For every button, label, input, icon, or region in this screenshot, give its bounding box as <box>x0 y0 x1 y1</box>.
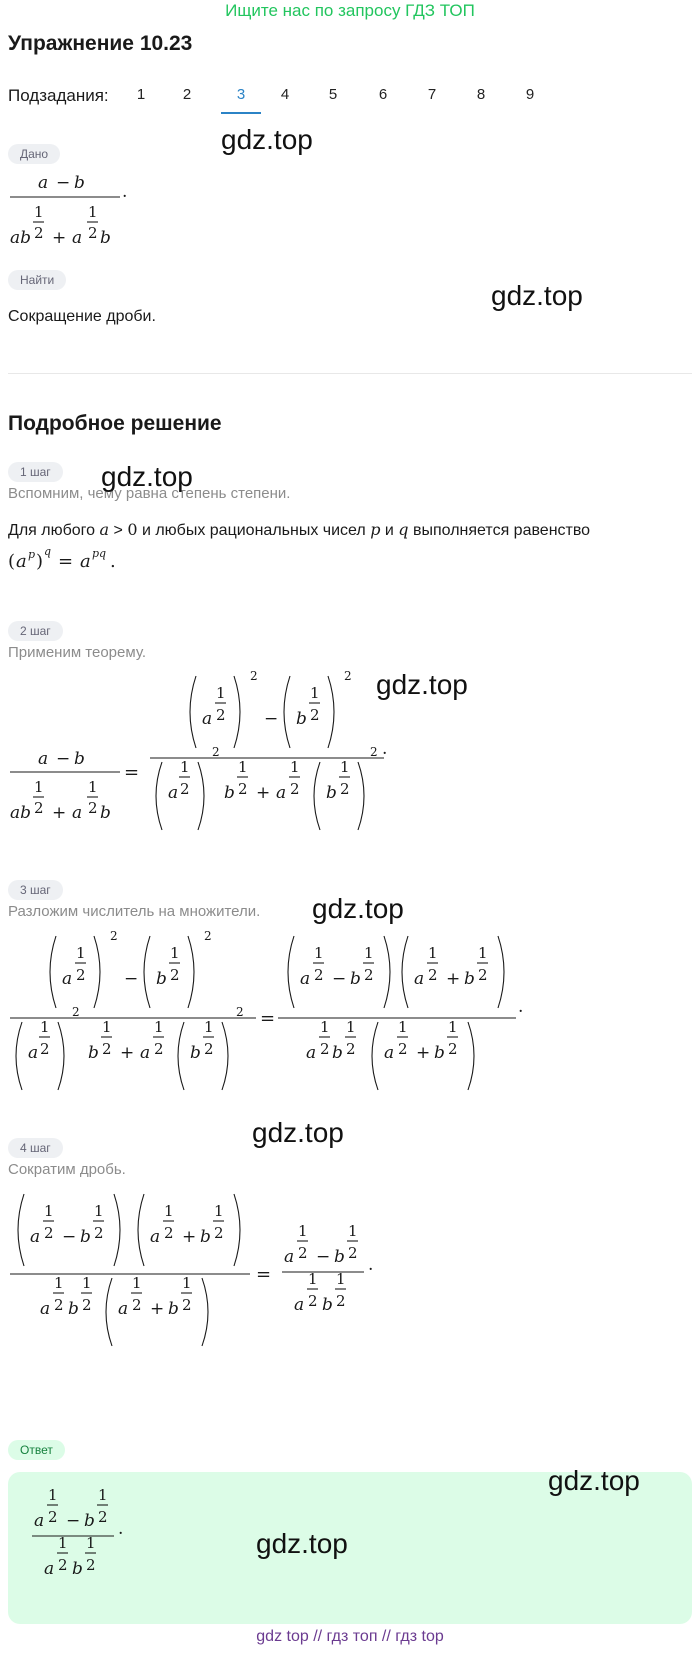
svg-text:1: 1 <box>310 684 320 702</box>
svg-text:2: 2 <box>340 780 350 798</box>
svg-text:2: 2 <box>86 1556 96 1574</box>
svg-text:−: − <box>66 1511 81 1531</box>
svg-text:2: 2 <box>44 1224 54 1242</box>
svg-text:a: a <box>300 969 311 989</box>
svg-text:−: − <box>56 749 71 769</box>
svg-text:b: b <box>334 1247 345 1267</box>
svg-text:.: . <box>118 1519 124 1539</box>
svg-text:p: p <box>28 548 36 561</box>
watermark: gdz.top <box>376 669 468 700</box>
svg-text:2: 2 <box>212 745 220 759</box>
svg-text:2: 2 <box>132 1296 142 1314</box>
subtasks-label: Подзадания: <box>8 86 109 105</box>
svg-text:2: 2 <box>88 799 98 817</box>
svg-text:1: 1 <box>48 1486 58 1504</box>
tab-subtask-4[interactable]: 4 <box>280 86 290 103</box>
page-title: Упражнение 10.23 <box>8 32 193 55</box>
svg-text:+: + <box>150 1299 165 1319</box>
svg-text:a: a <box>140 1043 151 1063</box>
svg-text:2: 2 <box>290 780 300 798</box>
svg-text:2: 2 <box>88 224 98 242</box>
tab-subtask-9[interactable]: 9 <box>525 86 535 103</box>
svg-text:a: a <box>38 749 49 769</box>
svg-text:2: 2 <box>94 1224 104 1242</box>
watermark: gdz.top <box>252 1117 344 1148</box>
svg-text:1: 1 <box>298 1222 308 1240</box>
svg-text:b: b <box>190 1043 201 1063</box>
svg-text:2: 2 <box>98 1508 108 1526</box>
svg-text:1: 1 <box>340 758 350 776</box>
svg-text:a: a <box>150 1227 161 1247</box>
svg-text:2: 2 <box>238 780 248 798</box>
svg-text:a: a <box>306 1043 317 1063</box>
svg-text:a: a <box>30 1227 41 1247</box>
svg-text:a: a <box>40 1299 51 1319</box>
svg-text:1: 1 <box>290 758 300 776</box>
svg-text:b: b <box>350 969 361 989</box>
svg-text:.: . <box>382 739 388 759</box>
svg-text:a: a <box>72 228 83 248</box>
svg-text:+: + <box>52 803 67 823</box>
svg-text:1: 1 <box>214 1202 224 1220</box>
svg-text:=: = <box>124 762 140 783</box>
svg-text:1: 1 <box>34 203 44 221</box>
svg-text:2: 2 <box>72 1005 80 1019</box>
svg-text:2: 2 <box>308 1292 318 1310</box>
svg-text:1: 1 <box>320 1018 330 1036</box>
svg-text:2: 2 <box>478 966 488 984</box>
step-3-chip: 3 шаг <box>8 880 63 900</box>
tab-subtask-3[interactable]: 3 <box>236 86 246 103</box>
tab-subtask-8[interactable]: 8 <box>476 86 486 103</box>
svg-text:): ) <box>36 551 44 572</box>
step-1-hint: Вспомним, чему равна степень степени. <box>8 485 291 502</box>
svg-text:b: b <box>68 1299 79 1319</box>
svg-text:2: 2 <box>216 706 226 724</box>
svg-text:1: 1 <box>182 1274 192 1292</box>
answer-chip: Ответ <box>8 1440 65 1460</box>
svg-text:2: 2 <box>182 1296 192 1314</box>
step-4-hint: Сократим дробь. <box>8 1161 126 1178</box>
svg-text:2: 2 <box>250 669 258 683</box>
svg-text:.: . <box>122 182 128 202</box>
step-4-chip: 4 шаг <box>8 1138 63 1158</box>
find-chip: Найти <box>8 270 66 290</box>
svg-text:1: 1 <box>364 944 374 962</box>
active-tab-indicator <box>221 112 261 114</box>
svg-text:(: ( <box>8 551 16 572</box>
step-2-hint: Применим теорему. <box>8 644 147 661</box>
svg-text:b: b <box>74 749 85 769</box>
tab-subtask-5[interactable]: 5 <box>328 86 338 103</box>
step-1-formula <box>8 543 148 577</box>
svg-text:b: b <box>74 173 85 193</box>
svg-text:a: a <box>202 709 213 729</box>
svg-text:a: a <box>72 803 83 823</box>
find-text: Сокращение дроби. <box>8 308 156 325</box>
promo-banner[interactable]: Ищите нас по запросу ГДЗ ТОП <box>225 1 475 20</box>
step-1-text: Для любого a > 0 и любых рациональных чисел p и q выполняется равенство <box>8 520 591 539</box>
svg-text:.: . <box>368 1255 374 1275</box>
svg-text:b: b <box>434 1043 445 1063</box>
svg-text:b: b <box>200 1227 211 1247</box>
svg-text:b: b <box>168 1299 179 1319</box>
svg-text:=: = <box>260 1008 276 1029</box>
svg-text:2: 2 <box>82 1296 92 1314</box>
svg-text:1: 1 <box>44 1202 54 1220</box>
svg-text:a: a <box>38 173 49 193</box>
svg-text:2: 2 <box>320 1040 330 1058</box>
svg-text:1: 1 <box>54 1274 64 1292</box>
svg-text:=: = <box>256 1264 272 1285</box>
svg-text:1: 1 <box>348 1222 358 1240</box>
svg-text:a: a <box>276 783 287 803</box>
svg-text:b: b <box>72 1559 83 1579</box>
svg-text:a: a <box>118 1299 129 1319</box>
watermark: gdz.top <box>548 1465 640 1496</box>
svg-text:1: 1 <box>86 1534 96 1552</box>
svg-text:−: − <box>124 969 139 989</box>
svg-text:b: b <box>326 783 337 803</box>
watermark: gdz.top <box>256 1528 348 1559</box>
svg-text:a: a <box>384 1043 395 1063</box>
svg-text:.: . <box>518 997 524 1017</box>
svg-text:a: a <box>80 551 91 572</box>
svg-text:2: 2 <box>204 929 212 943</box>
svg-text:a: a <box>44 1559 55 1579</box>
svg-text:1: 1 <box>98 1486 108 1504</box>
step-2-chip: 2 шаг <box>8 621 63 641</box>
step-4-formula <box>8 1186 408 1356</box>
watermark: gdz.top <box>221 124 313 155</box>
svg-text:a: a <box>168 783 179 803</box>
footer-links[interactable]: gdz top // гдз топ // гдз top <box>256 1628 444 1645</box>
svg-text:2: 2 <box>314 966 324 984</box>
svg-text:ab: ab <box>10 228 32 248</box>
section-divider <box>8 373 692 374</box>
tab-subtask-1[interactable]: 1 <box>136 86 146 103</box>
svg-text:−: − <box>62 1227 77 1247</box>
svg-text:a: a <box>16 551 27 572</box>
svg-text:2: 2 <box>102 1040 112 1058</box>
svg-text:+: + <box>256 783 271 803</box>
tab-subtask-2[interactable]: 2 <box>182 86 192 103</box>
svg-text:1: 1 <box>238 758 248 776</box>
step-2-formula <box>8 668 408 848</box>
svg-text:+: + <box>120 1043 135 1063</box>
svg-text:b: b <box>84 1511 95 1531</box>
svg-text:1: 1 <box>34 778 44 796</box>
svg-text:2: 2 <box>346 1040 356 1058</box>
svg-text:2: 2 <box>370 745 378 759</box>
svg-text:2: 2 <box>236 1005 244 1019</box>
svg-text:1: 1 <box>346 1018 356 1036</box>
svg-text:2: 2 <box>344 669 352 683</box>
svg-text:1: 1 <box>204 1018 214 1036</box>
svg-text:1: 1 <box>336 1270 346 1288</box>
step-3-hint: Разложим числитель на множители. <box>8 903 261 920</box>
svg-text:b: b <box>224 783 235 803</box>
svg-text:2: 2 <box>34 799 44 817</box>
tab-subtask-6[interactable]: 6 <box>378 86 388 103</box>
svg-text:2: 2 <box>164 1224 174 1242</box>
watermark: gdz.top <box>101 461 193 492</box>
svg-text:2: 2 <box>204 1040 214 1058</box>
svg-text:1: 1 <box>76 944 86 962</box>
svg-text:1: 1 <box>88 203 98 221</box>
svg-text:2: 2 <box>298 1244 308 1262</box>
svg-text:a: a <box>294 1295 305 1315</box>
svg-text:1: 1 <box>102 1018 112 1036</box>
svg-text:1: 1 <box>314 944 324 962</box>
svg-text:1: 1 <box>40 1018 50 1036</box>
svg-text:−: − <box>316 1247 331 1267</box>
svg-text:2: 2 <box>54 1296 64 1314</box>
svg-text:q: q <box>44 545 52 558</box>
svg-text:b: b <box>156 969 167 989</box>
svg-text:2: 2 <box>180 780 190 798</box>
svg-text:2: 2 <box>76 966 86 984</box>
svg-text:−: − <box>56 173 71 193</box>
svg-text:a: a <box>62 969 73 989</box>
svg-text:.: . <box>110 551 116 572</box>
svg-text:b: b <box>464 969 475 989</box>
svg-text:1: 1 <box>58 1534 68 1552</box>
svg-text:2: 2 <box>348 1244 358 1262</box>
svg-text:b: b <box>80 1227 91 1247</box>
svg-text:2: 2 <box>364 966 374 984</box>
svg-text:2: 2 <box>40 1040 50 1058</box>
svg-text:b: b <box>322 1295 333 1315</box>
svg-text:b: b <box>88 1043 99 1063</box>
svg-text:a: a <box>414 969 425 989</box>
svg-text:1: 1 <box>216 684 226 702</box>
svg-text:+: + <box>52 228 67 248</box>
svg-text:2: 2 <box>398 1040 408 1058</box>
svg-text:2: 2 <box>154 1040 164 1058</box>
svg-text:2: 2 <box>48 1508 58 1526</box>
svg-text:b: b <box>100 228 111 248</box>
svg-text:pq: pq <box>92 547 107 560</box>
svg-text:1: 1 <box>398 1018 408 1036</box>
svg-text:1: 1 <box>154 1018 164 1036</box>
svg-text:2: 2 <box>34 224 44 242</box>
svg-text:−: − <box>264 709 279 729</box>
tab-subtask-7[interactable]: 7 <box>427 86 437 103</box>
svg-text:1: 1 <box>448 1018 458 1036</box>
svg-text:+: + <box>416 1043 431 1063</box>
svg-text:2: 2 <box>336 1292 346 1310</box>
svg-text:2: 2 <box>58 1556 68 1574</box>
svg-text:1: 1 <box>308 1270 318 1288</box>
svg-text:2: 2 <box>448 1040 458 1058</box>
svg-text:1: 1 <box>94 1202 104 1220</box>
svg-text:a: a <box>28 1043 39 1063</box>
svg-text:1: 1 <box>170 944 180 962</box>
step-1-chip: 1 шаг <box>8 462 63 482</box>
answer-formula <box>30 1486 150 1606</box>
step-3-formula <box>8 928 568 1108</box>
svg-text:2: 2 <box>214 1224 224 1242</box>
svg-text:b: b <box>332 1043 343 1063</box>
given-formula <box>8 170 158 256</box>
svg-text:ab: ab <box>10 803 32 823</box>
svg-text:1: 1 <box>428 944 438 962</box>
svg-text:2: 2 <box>110 929 118 943</box>
svg-text:2: 2 <box>170 966 180 984</box>
solution-heading: Подробное решение <box>8 412 222 435</box>
svg-text:+: + <box>182 1227 197 1247</box>
svg-text:−: − <box>332 969 347 989</box>
watermark: gdz.top <box>312 893 404 924</box>
svg-text:=: = <box>58 551 74 572</box>
svg-text:1: 1 <box>132 1274 142 1292</box>
svg-text:a: a <box>34 1511 45 1531</box>
svg-text:1: 1 <box>180 758 190 776</box>
svg-text:a: a <box>284 1247 295 1267</box>
svg-text:2: 2 <box>428 966 438 984</box>
watermark: gdz.top <box>491 280 583 311</box>
svg-text:1: 1 <box>164 1202 174 1220</box>
svg-text:b: b <box>100 803 111 823</box>
svg-text:b: b <box>296 709 307 729</box>
svg-text:+: + <box>446 969 461 989</box>
svg-text:1: 1 <box>88 778 98 796</box>
svg-text:1: 1 <box>478 944 488 962</box>
svg-text:2: 2 <box>310 706 320 724</box>
svg-text:1: 1 <box>82 1274 92 1292</box>
given-chip: Дано <box>8 144 60 164</box>
